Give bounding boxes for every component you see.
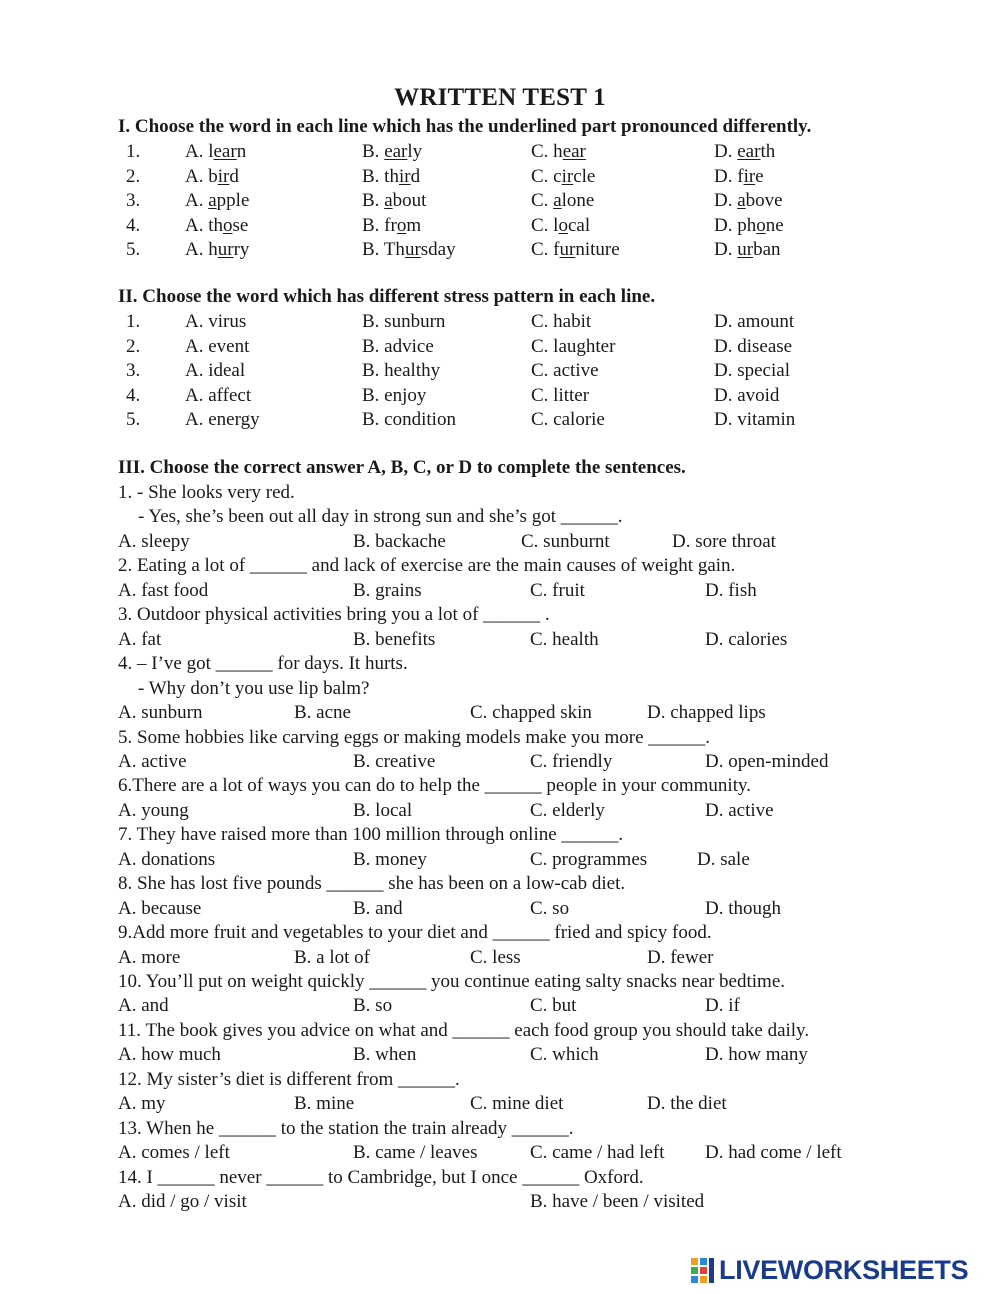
answer-option: B. acne <box>294 702 351 724</box>
question-text <box>118 774 918 798</box>
underlined-part: o <box>558 214 568 236</box>
option: A. energy <box>185 409 260 430</box>
answer-option: C. health <box>530 628 599 650</box>
question-text <box>118 921 918 945</box>
answer-option: A. sunburn <box>118 702 203 724</box>
option: D. urban <box>714 239 781 260</box>
option: B. early <box>362 141 423 162</box>
answer-option: A. because <box>118 897 202 919</box>
section-1-row <box>118 214 918 238</box>
answer-options <box>118 701 918 725</box>
question-line: 14. I ______ never ______ to Cambridge, but I once ______ Oxford. <box>118 1166 644 1188</box>
answer-option: C. mine diet <box>470 1093 564 1115</box>
option: C. hear <box>531 141 586 162</box>
question-line: 12. My sister’s diet is different from ______. <box>118 1068 460 1090</box>
option: A. event <box>185 335 250 357</box>
underlined-part: ur <box>559 239 576 260</box>
underlined-part: o <box>396 214 407 236</box>
answer-option: D. fish <box>705 579 757 601</box>
answer-option: A. donations <box>118 848 216 870</box>
answer-option: C. fruit <box>530 579 585 601</box>
question-line: 4. – I’ve got ______ for days. It hurts. <box>118 653 408 675</box>
section-2-row <box>118 335 918 359</box>
underlined-part: ear <box>737 141 761 162</box>
question-text <box>118 677 918 701</box>
answer-option: A. sleepy <box>118 530 190 552</box>
answer-option: B. creative <box>353 750 436 772</box>
option: C. active <box>531 360 599 381</box>
option: D. special <box>714 360 790 381</box>
answer-options <box>118 799 918 823</box>
underlined-part: ur <box>404 239 421 260</box>
answer-option: D. had come / left <box>705 1142 842 1164</box>
answer-option: A. fat <box>118 628 162 650</box>
section-1-row <box>118 238 918 262</box>
answer-option: B. a lot of <box>294 946 370 968</box>
answer-options <box>118 579 918 603</box>
answer-option: B. so <box>353 995 393 1017</box>
underlined-part: ear <box>384 141 408 162</box>
question-text <box>118 603 918 627</box>
underlined-part: ur <box>217 239 234 260</box>
liveworksheets-brand-text: LIVEWORKSHEETS <box>719 1254 969 1285</box>
section-1-row <box>118 140 918 164</box>
answer-option: B. and <box>353 897 403 919</box>
answer-option: C. programmes <box>530 848 648 870</box>
answer-option: B. grains <box>353 579 422 601</box>
option: D. avoid <box>714 384 780 406</box>
page-title: WRITTEN TEST 1 <box>394 84 606 111</box>
option: C. habit <box>531 311 592 332</box>
option: A. affect <box>185 384 252 406</box>
question-text <box>118 505 918 529</box>
question-text <box>118 726 918 750</box>
section-1-row <box>118 189 918 213</box>
answer-option: D. chapped lips <box>647 702 766 724</box>
option: C. laughter <box>531 335 616 357</box>
item-number: 4. <box>126 384 141 406</box>
answer-option: A. young <box>118 799 189 821</box>
option: C. local <box>531 214 591 236</box>
item-number: 5. <box>126 409 141 430</box>
underlined-part: a <box>208 190 217 211</box>
question-text <box>118 872 918 896</box>
option: D. fire <box>714 165 764 187</box>
section-2-row <box>118 384 918 408</box>
option: A. those <box>185 214 249 236</box>
answer-option: D. sale <box>697 848 750 870</box>
answer-option: D. if <box>705 995 740 1017</box>
answer-options <box>118 946 918 970</box>
liveworksheets-logo-icon <box>690 1256 716 1284</box>
option: B. condition <box>362 409 456 430</box>
question-text <box>118 1019 918 1043</box>
answer-option: C. came / had left <box>530 1142 665 1164</box>
answer-option: D. calories <box>705 628 788 650</box>
liveworksheets-logo <box>690 1254 990 1286</box>
underlined-part: ear <box>213 141 237 162</box>
question-text <box>118 823 918 847</box>
option: A. hurry <box>185 239 250 260</box>
question-line: - Why don’t you use lip balm? <box>138 677 370 699</box>
underlined-part: ear <box>562 141 586 162</box>
answer-option: B. came / leaves <box>353 1142 478 1164</box>
answer-option: A. fast food <box>118 579 209 601</box>
answer-option: A. how much <box>118 1044 221 1066</box>
answer-option: D. though <box>705 897 781 919</box>
answer-option: A. comes / left <box>118 1142 230 1164</box>
question-line: 1. - She looks very red. <box>118 482 295 503</box>
answer-option: C. elderly <box>530 799 605 821</box>
option: A. virus <box>185 311 247 332</box>
item-number: 2. <box>126 165 141 187</box>
option: A. ideal <box>185 360 246 381</box>
option: D. phone <box>714 214 784 236</box>
option: C. circle <box>531 165 596 187</box>
option: D. above <box>714 190 783 211</box>
answer-option: B. local <box>353 799 413 821</box>
question-line: 2. Eating a lot of ______ and lack of exercise are the main causes of weight gain. <box>118 555 736 577</box>
section-2-row <box>118 310 918 334</box>
question-line: 9.Add more fruit and vegetables to your diet and ______ fried and spicy food. <box>118 922 712 944</box>
answer-option: C. less <box>470 946 521 968</box>
answer-option: C. so <box>530 897 570 919</box>
item-number: 2. <box>126 335 141 357</box>
underlined-part: ir <box>743 165 756 187</box>
option: C. alone <box>531 190 595 211</box>
question-line: 5. Some hobbies like carving eggs or making models make you more ______. <box>118 726 711 748</box>
option: B. Thursday <box>362 239 456 260</box>
underlined-part: ir <box>561 165 574 187</box>
answer-options <box>118 1092 918 1116</box>
answer-option: B. mine <box>294 1093 355 1115</box>
option: D. amount <box>714 311 795 332</box>
question-text <box>118 554 918 578</box>
answer-option: B. have / been / visited <box>530 1191 705 1213</box>
section-2-row <box>118 359 918 383</box>
item-number: 3. <box>126 360 141 381</box>
option: D. disease <box>714 335 793 357</box>
answer-option: C. but <box>530 995 577 1017</box>
question-line: 11. The book gives you advice on what and ______ each food group you should take daily. <box>118 1019 810 1041</box>
answer-option: C. sunburnt <box>521 530 610 552</box>
answer-options <box>118 897 918 921</box>
underlined-part: ur <box>737 239 754 260</box>
question-line: 3. Outdoor physical activities bring you a lot of ______ . <box>118 604 550 626</box>
option: D. vitamin <box>714 409 796 430</box>
underlined-part: a <box>553 190 562 211</box>
answer-option: A. did / go / visit <box>118 1191 247 1213</box>
question-text <box>118 481 918 505</box>
section-1-heading: I. Choose the word in each line which has the underlined part pronounced differently. <box>118 116 812 137</box>
underlined-part: a <box>384 190 393 211</box>
question-text <box>118 1068 918 1092</box>
option: D. earth <box>714 141 776 162</box>
answer-options <box>118 1141 918 1165</box>
question-line: 10. You’ll put on weight quickly ______ you continue eating salty snacks near bedtime. <box>118 971 786 992</box>
item-number: 3. <box>126 190 141 211</box>
underlined-part: o <box>223 214 233 236</box>
item-number: 1. <box>126 141 141 162</box>
answer-options <box>118 1190 918 1214</box>
answer-options <box>118 848 918 872</box>
option: B. third <box>362 165 421 187</box>
answer-option: D. sore throat <box>672 530 776 552</box>
question-line: 8. She has lost five pounds ______ she has been on a low-cab diet. <box>118 873 626 895</box>
section-1-row <box>118 165 918 189</box>
underlined-part: ir <box>217 165 230 187</box>
answer-option: B. when <box>353 1044 417 1066</box>
question-text <box>118 1166 918 1190</box>
answer-option: D. fewer <box>647 946 714 968</box>
option: B. from <box>362 214 422 236</box>
answer-option: A. and <box>118 995 169 1017</box>
question-text <box>118 970 918 994</box>
answer-option: D. open-minded <box>705 750 829 772</box>
answer-option: C. friendly <box>530 750 613 772</box>
answer-options <box>118 994 918 1018</box>
underlined-part: o <box>756 214 766 236</box>
answer-option: C. chapped skin <box>470 702 592 724</box>
question-line: 13. When he ______ to the station the train already ______. <box>118 1117 574 1139</box>
answer-options <box>118 750 918 774</box>
answer-option: D. active <box>705 799 774 821</box>
answer-option: D. how many <box>705 1044 808 1066</box>
item-number: 5. <box>126 239 141 260</box>
option: B. advice <box>362 335 434 357</box>
option: A. learn <box>185 141 247 162</box>
question-text <box>118 652 918 676</box>
answer-option: A. active <box>118 750 187 772</box>
section-2-row <box>118 408 918 432</box>
answer-option: A. my <box>118 1093 166 1115</box>
answer-option: B. money <box>353 848 427 870</box>
option: A. bird <box>185 165 239 187</box>
answer-options <box>118 530 918 554</box>
option: C. litter <box>531 384 590 406</box>
question-line: 6.There are a lot of ways you can do to help the ______ people in your community. <box>118 775 751 797</box>
answer-options <box>118 628 918 652</box>
section-2-heading: II. Choose the word which has different stress pattern in each line. <box>118 286 656 307</box>
option: C. furniture <box>531 239 620 260</box>
answer-option: A. more <box>118 946 181 968</box>
option: B. sunburn <box>362 311 446 332</box>
answer-option: C. which <box>530 1044 599 1066</box>
underlined-part: ir <box>398 165 411 187</box>
option: B. about <box>362 190 427 211</box>
answer-options <box>118 1043 918 1067</box>
answer-option: B. backache <box>353 530 446 552</box>
option: B. healthy <box>362 360 441 381</box>
question-line: - Yes, she’s been out all day in strong sun and she’s got ______. <box>138 506 623 528</box>
item-number: 1. <box>126 311 141 332</box>
option: B. enjoy <box>362 384 427 406</box>
answer-option: D. the diet <box>647 1093 727 1115</box>
question-text <box>118 1117 918 1141</box>
option: C. calorie <box>531 409 605 430</box>
option: A. apple <box>185 190 250 211</box>
question-line: 7. They have raised more than 100 million through online ______. <box>118 824 624 846</box>
underlined-part: a <box>737 190 746 211</box>
item-number: 4. <box>126 214 141 236</box>
answer-option: B. benefits <box>353 628 436 650</box>
section-3-heading: III. Choose the correct answer A, B, C, or D to complete the sentences. <box>118 457 686 478</box>
